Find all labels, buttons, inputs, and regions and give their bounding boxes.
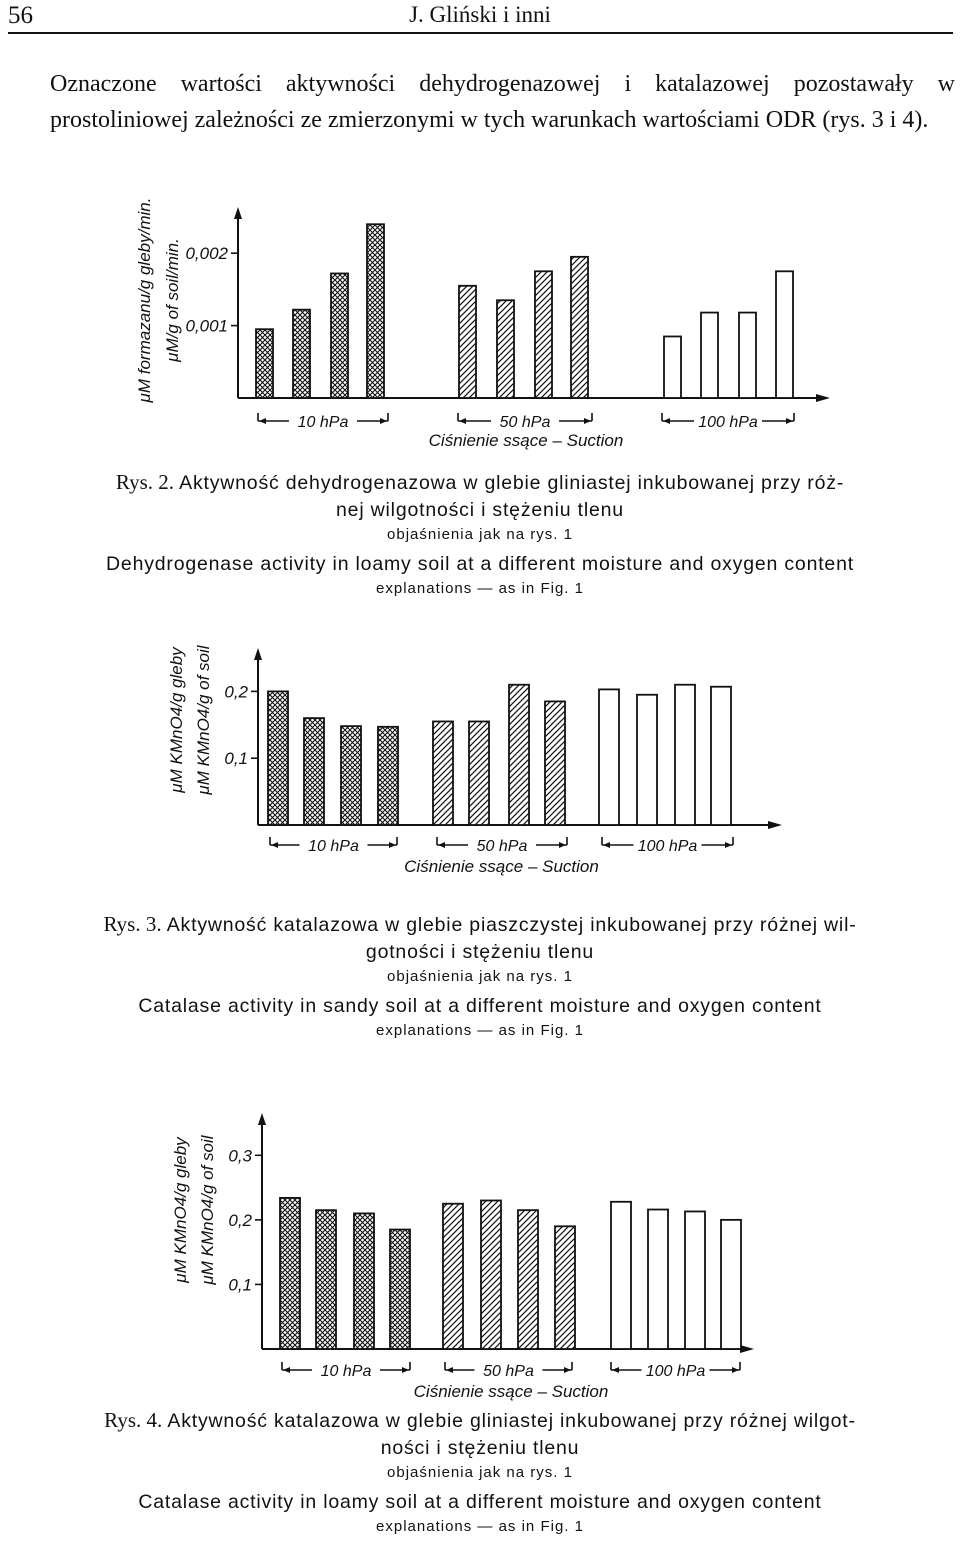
bracket-arrow (603, 842, 610, 848)
x-axis-label: Ciśnienie ssące – Suction (428, 431, 624, 450)
group-label: 10 hPa (297, 414, 349, 431)
chart-catalase-loamy (0, 1105, 960, 1405)
bar (739, 313, 756, 398)
caption-pl-line1: Aktywność katalazowa w glebie piaszczystej inkubowanej przy różnej wil- (166, 914, 857, 936)
caption-en-note: explanations — as in Fig. 1 (376, 580, 584, 597)
bar (648, 1210, 668, 1349)
caption-pl-note: objaśnienia jak na rys. 1 (387, 968, 573, 985)
caption-pl-line1: Aktywność dehydrogenazowa w glebie gliniastej inkubowanej przy róż- (179, 472, 845, 494)
bar (497, 300, 514, 398)
bracket-arrow (725, 842, 732, 848)
bar (776, 271, 793, 398)
bar (293, 310, 310, 398)
bar (637, 695, 657, 825)
bar (545, 701, 565, 825)
x-axis-arrow (816, 394, 830, 402)
bracket-arrow (559, 842, 566, 848)
caption-pl-line2: gotności i stężeniu tlenu (365, 941, 595, 963)
y-axis-label: μM formazanu/g gleby/min. (135, 197, 154, 403)
caption-en-note: explanations — as in Fig. 1 (376, 1022, 584, 1039)
bar (280, 1198, 300, 1349)
caption-en: Catalase activity in sandy soil at a different moisture and oxygen content (138, 995, 822, 1017)
group-label: 10 hPa (320, 1363, 372, 1380)
y-tick-label: 0,2 (224, 682, 248, 702)
y-tick-label: 0,3 (228, 1146, 252, 1166)
group-label: 100 hPa (645, 1363, 706, 1380)
x-axis-label: Ciśnienie ssące – Suction (413, 1382, 609, 1401)
group-label: 50 hPa (499, 414, 551, 431)
bar (390, 1230, 410, 1349)
group-label: 10 hPa (308, 838, 359, 855)
x-axis-arrow (768, 821, 782, 829)
bracket-arrow (380, 418, 387, 424)
group-label: 50 hPa (483, 1363, 534, 1380)
bar (701, 313, 718, 398)
y-tick-label: 0,001 (185, 316, 228, 336)
bar (555, 1226, 575, 1349)
bar (256, 329, 273, 398)
bar (443, 1204, 463, 1349)
y-tick-label: 0,1 (228, 1275, 252, 1295)
bracket-arrow (786, 418, 793, 424)
caption-label: Rys. 3. (103, 912, 162, 936)
bar (354, 1213, 374, 1349)
bracket-arrow (732, 1367, 739, 1373)
bar (367, 224, 384, 398)
caption-en-note: explanations — as in Fig. 1 (376, 1518, 584, 1535)
bar (509, 685, 529, 825)
bar (341, 726, 361, 825)
page-number: 56 (8, 2, 33, 29)
caption-pl-note: objaśnienia jak na rys. 1 (387, 526, 573, 543)
figure-rys-4 (0, 1105, 960, 1405)
bar (481, 1200, 501, 1349)
bracket-arrow (271, 842, 278, 848)
caption-rys-4 (0, 1408, 960, 1535)
bar (711, 687, 731, 825)
caption-rys-2 (0, 470, 960, 597)
bar (664, 336, 681, 398)
bracket-arrow (402, 1367, 409, 1373)
bar (599, 689, 619, 825)
y-axis-label: μM KMnO4/g of soil (198, 1135, 217, 1285)
chart-catalase-sandy (0, 640, 960, 890)
y-tick-label: 0,002 (185, 244, 228, 264)
intro-paragraph: Oznaczone wartości aktywności dehydrogenazowej i katalazowej pozostawały w prostoliniowej zależności ze zmierzonymi w tych warunkach wartościami ODR (rys. 3 i 4). (50, 71, 955, 133)
bar (535, 271, 552, 398)
group-label: 100 hPa (698, 414, 758, 431)
caption-pl-line2: nej wilgotności i stężeniu tlenu (336, 499, 624, 521)
bracket-arrow (612, 1367, 619, 1373)
bar (571, 257, 588, 398)
bracket-arrow (283, 1367, 290, 1373)
bracket-arrow (259, 418, 266, 424)
bracket-arrow (389, 842, 396, 848)
bar (433, 721, 453, 825)
bar (459, 286, 476, 398)
running-title: J. Gliński i inni (409, 2, 551, 27)
bracket-arrow (663, 418, 670, 424)
bar (611, 1202, 631, 1349)
caption-label: Rys. 4. (104, 1408, 163, 1432)
caption-label: Rys. 2. (115, 470, 174, 494)
bar (721, 1220, 741, 1349)
group-label: 100 hPa (637, 838, 698, 855)
y-axis-label: μM KMnO4/g gleby (171, 1137, 190, 1283)
bracket-arrow (459, 418, 466, 424)
x-axis-label: Ciśnienie ssące – Suction (404, 857, 599, 876)
caption-pl-line2: ności i stężeniu tlenu (380, 1437, 580, 1459)
bar (518, 1210, 538, 1349)
bar (378, 727, 398, 825)
caption-en: Catalase activity in loamy soil at a different moisture and oxygen content (138, 1491, 822, 1513)
figure-rys-2 (0, 195, 960, 460)
bracket-arrow (446, 1367, 453, 1373)
bar (304, 718, 324, 825)
caption-rys-3 (0, 912, 960, 1039)
caption-pl-line1: Aktywność katalazowa w glebie gliniastej inkubowanej przy różnej wilgot- (167, 1410, 856, 1432)
page-header (0, 0, 960, 34)
bar (316, 1210, 336, 1349)
y-tick-label: 0,1 (224, 749, 248, 769)
y-axis-label: μM KMnO4/g of soil (194, 645, 213, 795)
y-axis-arrow (258, 1113, 266, 1125)
figure-rys-3 (0, 640, 960, 890)
y-axis-arrow (254, 648, 262, 660)
caption-pl-note: objaśnienia jak na rys. 1 (387, 1464, 573, 1481)
bracket-arrow (564, 1367, 571, 1373)
bar (675, 685, 695, 825)
y-axis-arrow (234, 207, 242, 219)
bar (268, 691, 288, 825)
caption-en: Dehydrogenase activity in loamy soil at a different moisture and oxygen content (106, 553, 854, 575)
bar (331, 273, 348, 398)
chart-dehydrogenase-loamy (0, 195, 960, 460)
y-axis-label: μM/g of soil/min. (163, 238, 182, 362)
bracket-arrow (584, 418, 591, 424)
bar (469, 721, 489, 825)
y-axis-label: μM KMnO4/g gleby (167, 647, 186, 793)
y-tick-label: 0,2 (228, 1210, 252, 1230)
header-rule (8, 32, 953, 34)
bar (685, 1211, 705, 1349)
bracket-arrow (438, 842, 445, 848)
group-label: 50 hPa (476, 838, 528, 855)
x-axis-arrow (740, 1345, 754, 1353)
